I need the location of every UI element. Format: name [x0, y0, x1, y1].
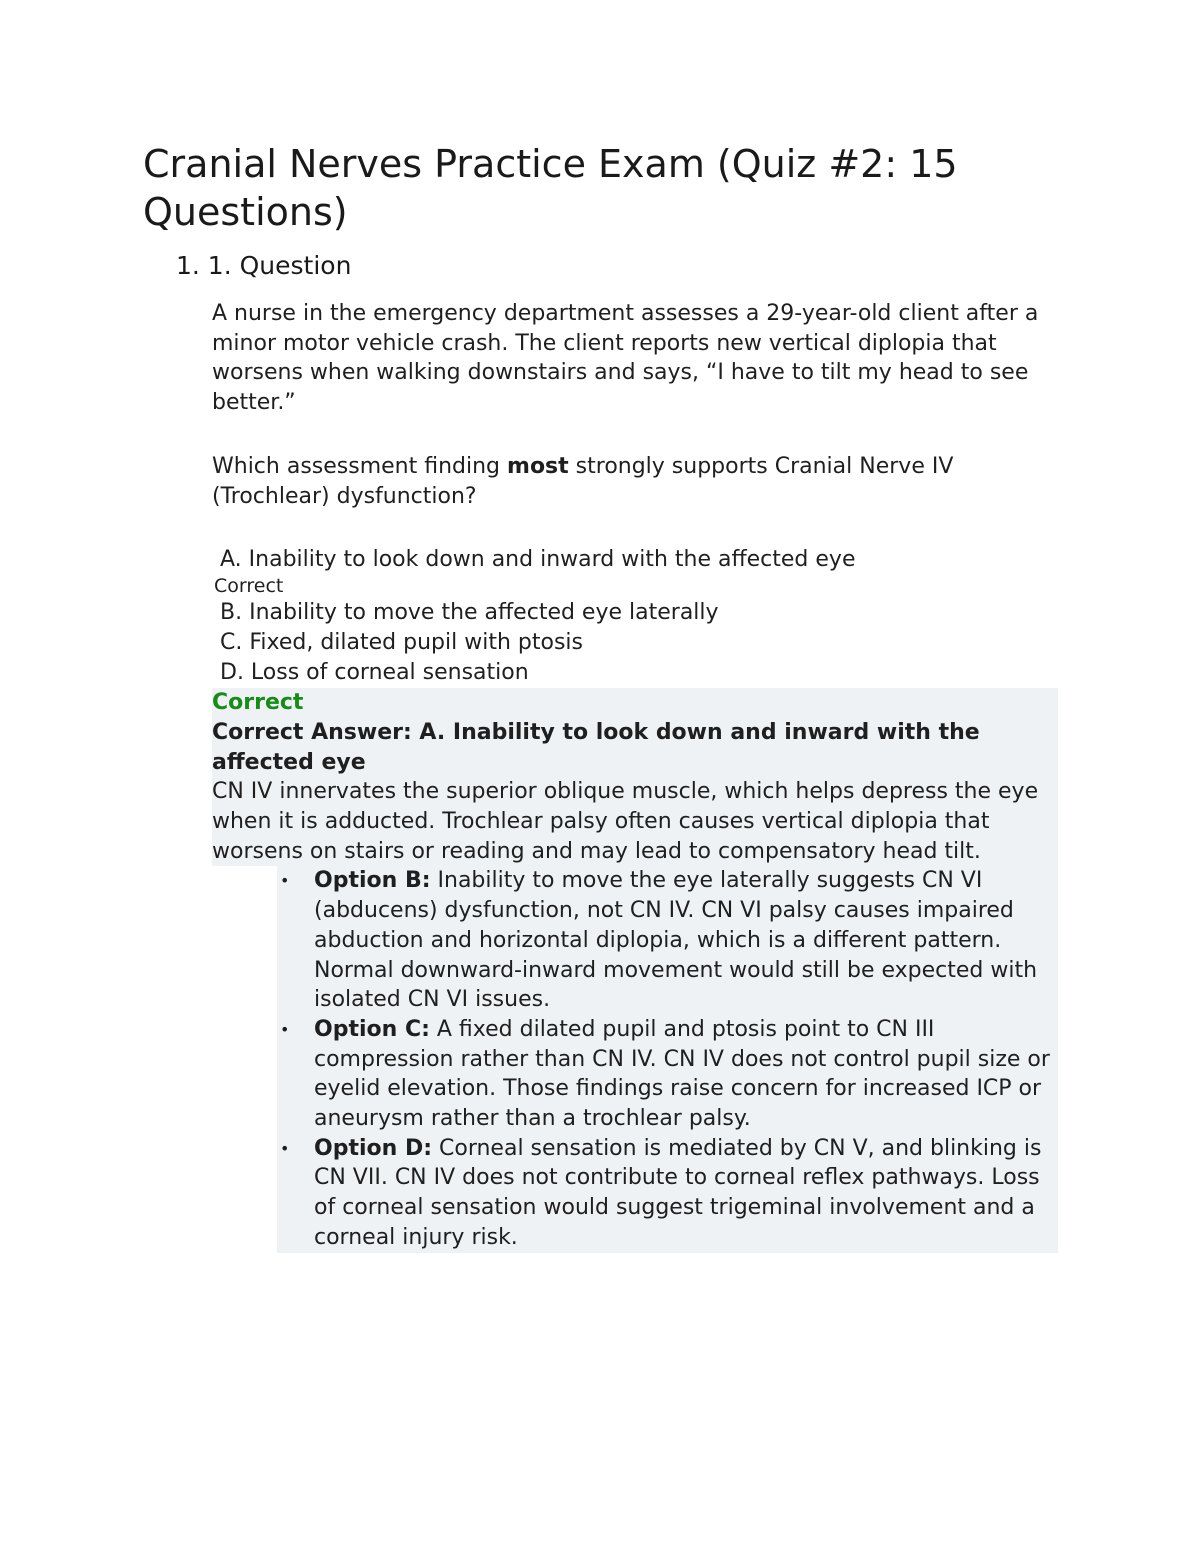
rationale-text: Inability to move the eye laterally suggests CN VI (abducens) dysfunction, not CN IV. CN VI palsy causes impaired abduction and horizontal diplopia, which is a different pattern. Normal downward-inward movement would still be expected with isolated CN VI issues.	[314, 868, 1038, 1013]
correct-answer: Correct Answer: A. Inability to look down and inward with the affected eye	[212, 719, 980, 775]
prompt-emphasis: most	[507, 453, 569, 479]
option-d[interactable]: D. Loss of corneal sensation	[220, 660, 529, 686]
prompt-text-before: Which assessment finding	[212, 453, 508, 479]
rationale-text: A fixed dilated pupil and ptosis point to CN III compression rather than CN IV. CN IV does not control pupil size or eyelid elevation. Those findings raise concern for increased ICP or aneurysm rather than a trochlear palsy.	[314, 1016, 1050, 1132]
rationale-list	[277, 866, 1058, 1252]
option-b[interactable]: B. Inability to move the affected eye laterally	[220, 600, 719, 626]
rationale-label: Option D:	[314, 1135, 433, 1161]
option-a[interactable]: A. Inability to look down and inward with the affected eye	[220, 547, 856, 573]
rationale-option-d	[314, 1134, 1054, 1253]
question-prompt	[212, 452, 1062, 511]
question-content	[212, 299, 1062, 1253]
feedback-explanation: CN IV innervates the superior oblique muscle, which helps depress the eye when it is adducted. Trochlear palsy often causes vertical diplopia that worsens on stairs or reading and may lead to compensatory head tilt.	[212, 779, 1039, 864]
page-title: Cranial Nerves Practice Exam (Quiz #2: 15 Questions)	[143, 142, 958, 234]
feedback-status: Correct	[212, 690, 304, 716]
question-heading: 1. 1. Question	[176, 251, 352, 280]
option-a-correct-tag: Correct	[214, 575, 284, 598]
rationale-label: Option B:	[314, 868, 431, 894]
rationale-text: Corneal sensation is mediated by CN V, and blinking is CN VII. CN IV does not contribute to corneal reflex pathways. Loss of corneal sensation would suggest trigeminal involvement and a corneal injury risk.	[314, 1135, 1042, 1250]
prompt-text-after: strongly supports Cranial Nerve IV (Trochlear) dysfunction?	[212, 453, 954, 509]
option-c[interactable]: C. Fixed, dilated pupil with ptosis	[220, 630, 583, 656]
question-stem: A nurse in the emergency department assesses a 29-year-old client after a minor motor vehicle crash. The client reports new vertical diplopia that worsens when walking downstairs and says, “I have to tilt my head to see better.”	[212, 301, 1039, 416]
feedback-panel	[212, 688, 1058, 866]
rationale-option-b	[314, 866, 1054, 1015]
rationale-label: Option C:	[314, 1016, 430, 1042]
answer-options	[212, 545, 1062, 688]
rationale-option-c	[314, 1015, 1054, 1134]
